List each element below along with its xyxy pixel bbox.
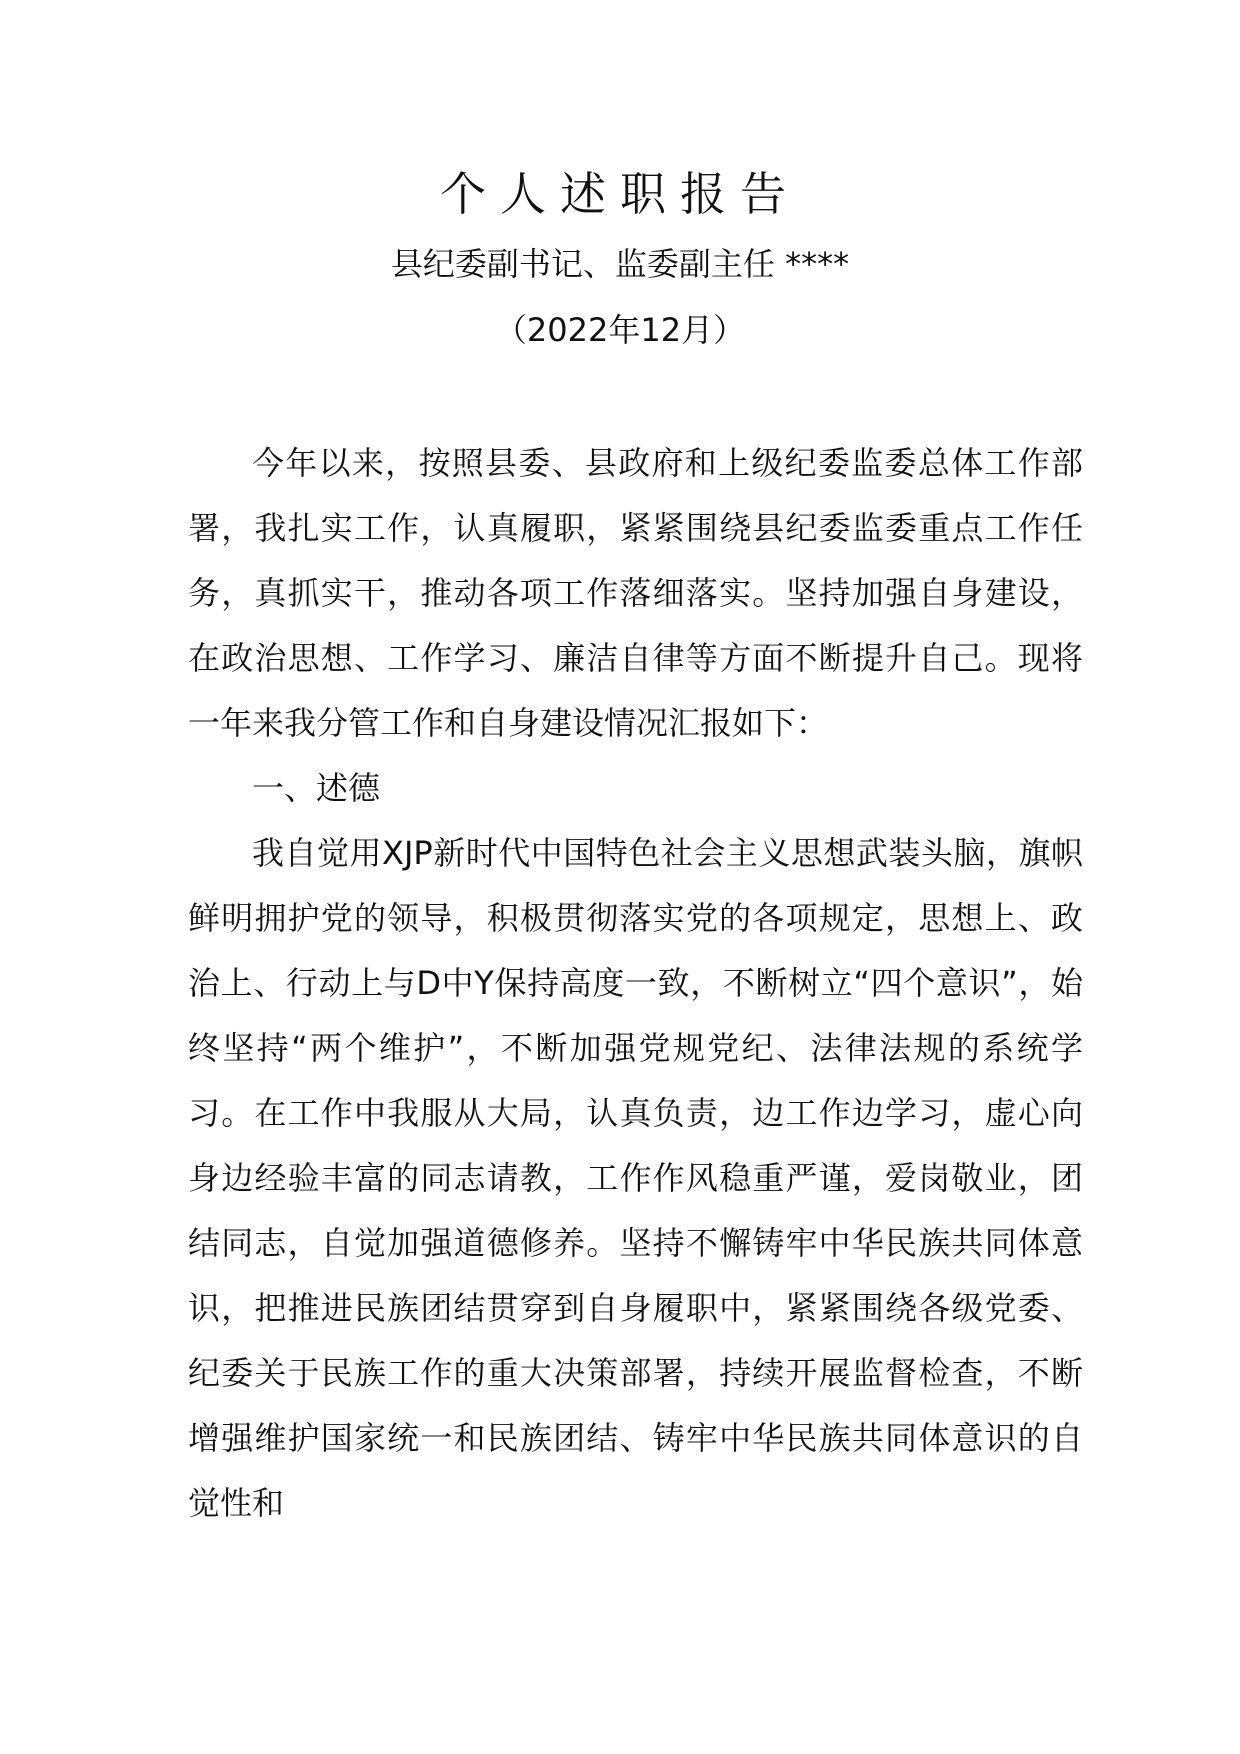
document-subtitle: 县纪委副书记、监委副主任 ****	[390, 245, 850, 283]
document-date: （2022年12月）	[494, 311, 746, 349]
intro-paragraph: 今年以来，按照县委、县政府和上级纪委监委总体工作部署，我扎实工作，认真履职，紧紧围绕县纪委监委重点工作任务，真抓实干，推动各项工作落细落实。坚持加强自身建设，在政治思想、工作学习、廉洁自律等方面不断提升自己。现将一年来我分管工作和自身建设情况汇报如下：	[188, 444, 1083, 742]
document-title: 个人述职报告	[440, 167, 800, 221]
section-heading-morality: 一、述德	[252, 769, 381, 807]
document-body	[188, 431, 1083, 1536]
morality-paragraph: 我自觉用XJP新时代中国特色社会主义思想武装头脑，旗帜鲜明拥护党的领导，积极贯彻落实党的各项规定，思想上、政治上、行动上与D中Y保持高度一致，不断树立“四个意识”，始终坚持“两个维护”，不断加强党规党纪、法律法规的系统学习。在工作中我服从大局，认真负责，边工作边学习，虚心向身边经验丰富的同志请教，工作作风稳重严谨，爱岗敬业，团结同志，自觉加强道德修养。坚持不懈铸牢中华民族共同体意识，把推进民族团结贯穿到自身履职中，紧紧围绕各级党委、纪委关于民族工作的重大决策部署，持续开展监督检查，不断增强维护国家统一和民族团结、铸牢中华民族共同体意识的自觉性和	[188, 834, 1083, 1522]
